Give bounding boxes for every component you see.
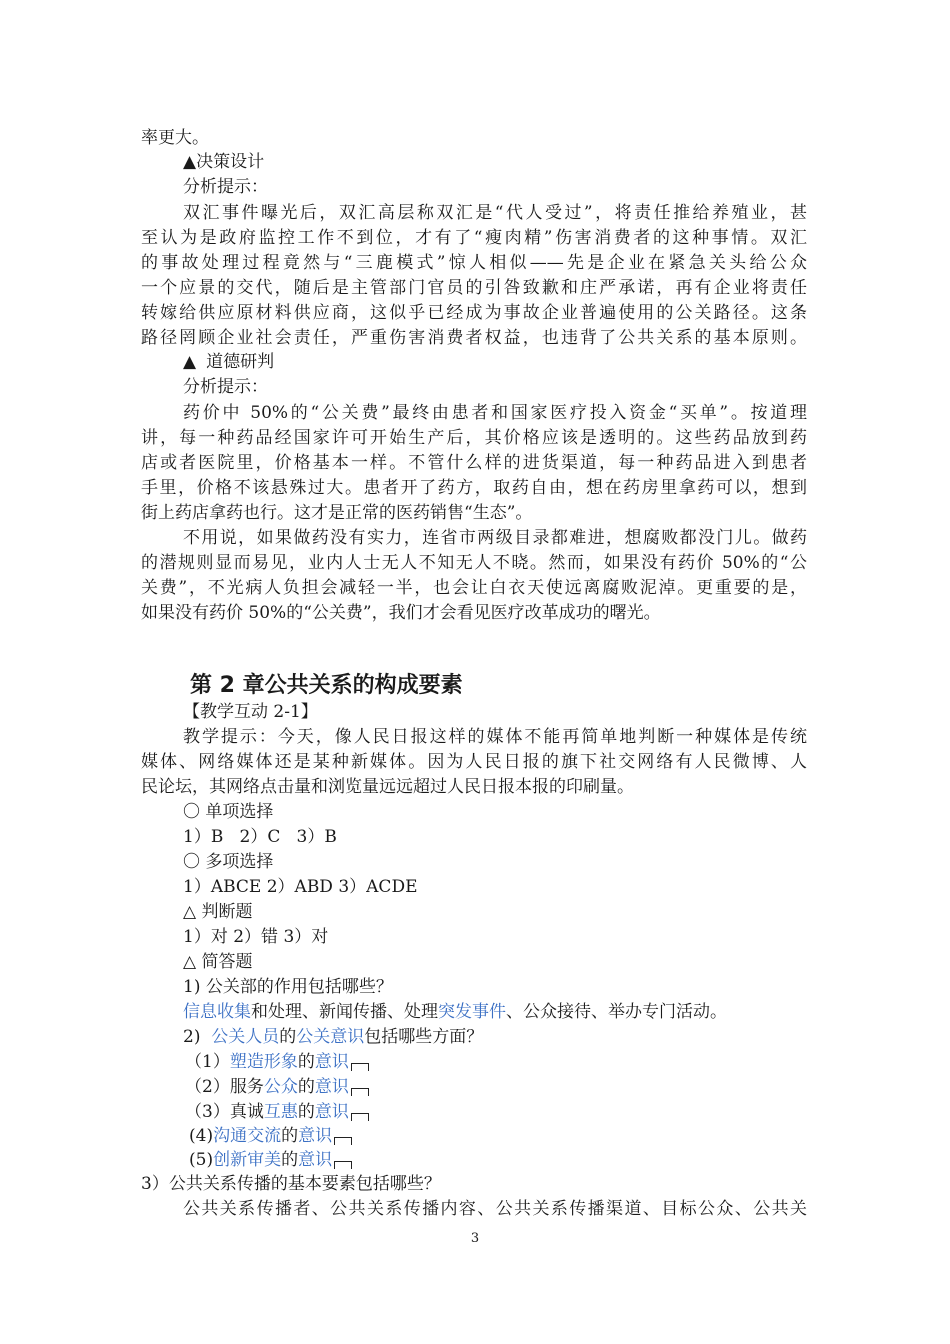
awareness-link[interactable]: 互惠 [263, 1102, 298, 1122]
paragraph-line: 媒体、网络媒体还是某种新媒体。因为人民日报的旗下社交网络有人民微博、人 [141, 752, 807, 772]
section-heading-ethics [183, 350, 274, 374]
paragraph-line: 的潜规则显而易见，业内人士无人不知无人不晓。然而，如果没有药价 50%的“公 [141, 553, 807, 573]
awareness-link[interactable]: 公众 [263, 1077, 298, 1097]
paragraph-line: 店或者医院里，价格基本一样。不管什么样的进货渠道，每一种药品进入到患者 [141, 453, 807, 473]
short-answer-label: △ 简答题 [183, 952, 253, 972]
paragraph-line: 双汇事件曝光后，双汇高层称双汇是“代人受过”，将责任推给养殖业，甚 [183, 203, 807, 223]
paragraph-line: 至认为是政府监控工作不到位，才有了“瘦肉精”伤害消费者的这种事情。双汇 [141, 228, 807, 248]
item-number: （3） [185, 1102, 230, 1122]
link-info-collection[interactable]: 信息收集 [183, 1002, 251, 1022]
paragraph-mark-icon [351, 1088, 369, 1096]
link-emergency[interactable]: 突发事件 [438, 1002, 506, 1022]
multi-choice-answers: 1）ABCE 2）ABD 3）ACDE [183, 877, 418, 897]
paragraph-line: 一个应景的交代，随后是主管部门官员的引咎致歉和庄严承诺，再有企业将责任 [141, 278, 807, 298]
awareness-link[interactable]: 意识 [298, 1150, 333, 1170]
answer-text: 、公众接待、举办专门活动。 [506, 1002, 727, 1022]
judge-answers: 1）对 2）错 3）对 [183, 927, 329, 947]
paragraph-line: 如果没有药价 50%的“公关费”，我们才会看见医疗改革成功的曙光。 [141, 603, 661, 623]
triangle-icon: ▲ [183, 352, 197, 372]
awareness-item [185, 1100, 369, 1124]
question-text: 的 [279, 1027, 297, 1047]
question-number: 2) [183, 1027, 212, 1047]
single-choice-label: 〇 单项选择 [183, 802, 274, 822]
paragraph-line: 讲，每一种药品经国家许可开始生产后，其价格应该是透明的。这些药品放到药 [141, 428, 807, 448]
paragraph-line: 街上药店拿药也行。这才是正常的医药销售“生态”。 [141, 503, 533, 523]
answer-1 [183, 1000, 727, 1024]
paragraph-line: 关费”，不光病人负担会减轻一半，也会让白衣天使远离腐败泥淖。更重要的是， [141, 578, 807, 598]
paragraph-mark-icon [351, 1113, 369, 1121]
question-2 [183, 1025, 483, 1049]
item-number: (5) [189, 1150, 214, 1170]
item-text: 服务 [229, 1077, 264, 1097]
teaching-interaction-label: 【教学互动 2-1】 [183, 702, 318, 722]
item-number: (4) [189, 1126, 214, 1146]
item-text: 的 [281, 1126, 299, 1146]
awareness-item [189, 1148, 352, 1172]
paragraph-line: 转嫁给供应原材料供应商，这似乎已经成为事故企业普遍使用的公关路径。这条 [141, 303, 807, 323]
awareness-link[interactable]: 意识 [298, 1126, 333, 1146]
single-choice-answers: 1）B 2）C 3）B [183, 827, 337, 847]
hint-label: 分析提示： [183, 377, 268, 397]
paragraph-line: 不用说，如果做药没有实力，连省市两级目录都难进，想腐败都没门儿。做药 [183, 528, 807, 548]
paragraph-line: 民论坛，其网络点击量和浏览量远远超过人民日报本报的印刷量。 [141, 777, 634, 797]
question-3: 3）公共关系传播的基本要素包括哪些？ [141, 1174, 441, 1194]
item-text: 的 [297, 1052, 315, 1072]
paragraph-mark-icon [334, 1137, 352, 1145]
paragraph-mark-icon [334, 1161, 352, 1169]
ethics-title: 道德研判 [206, 352, 275, 372]
text-line: 率更大。 [141, 128, 209, 148]
item-number: （2） [185, 1077, 230, 1097]
question-1: 1) 公关部的作用包括哪些？ [183, 977, 393, 997]
page-number: 3 [470, 1231, 480, 1246]
link-pr-staff[interactable]: 公关人员 [211, 1027, 280, 1047]
awareness-link[interactable]: 塑造形象 [229, 1052, 298, 1072]
paragraph-line: 路径罔顾企业社会责任，严重伤害消费者权益，也违背了公共关系的基本原则。 [141, 328, 807, 348]
paragraph-line: 教学提示：今天，像人民日报这样的媒体不能再简单地判断一种媒体是传统 [183, 727, 807, 747]
item-text: 的 [297, 1077, 315, 1097]
awareness-link[interactable]: 意识 [314, 1102, 349, 1122]
awareness-link[interactable]: 意识 [314, 1077, 349, 1097]
item-text: 的 [297, 1102, 315, 1122]
awareness-item [189, 1124, 352, 1148]
awareness-item [185, 1075, 369, 1099]
link-pr-awareness[interactable]: 公关意识 [296, 1027, 365, 1047]
paragraph-line: 的事故处理过程竟然与“三鹿模式”惊人相似——先是企业在紧急关头给公众 [141, 253, 807, 273]
paragraph-line: 手里，价格不该悬殊过大。患者开了药方，取药自由，想在药房里拿药可以，想到 [141, 478, 807, 498]
answer-text: 和处理、新闻传播、处理 [251, 1002, 438, 1022]
section-heading-decision: ▲决策设计 [183, 152, 265, 172]
paragraph-line: 药价中 50%的“公关费”最终由患者和国家医疗投入资金“买单”。按道理 [183, 403, 807, 423]
awareness-link[interactable]: 意识 [314, 1052, 349, 1072]
chapter-title: 第 2 章公共关系的构成要素 [190, 673, 463, 698]
item-text: 的 [281, 1150, 299, 1170]
hint-label: 分析提示： [183, 177, 268, 197]
awareness-link[interactable]: 创新审美 [213, 1150, 282, 1170]
answer-3: 公共关系传播者、公共关系传播内容、公共关系传播渠道、目标公众、公共关 [183, 1199, 807, 1219]
paragraph-mark-icon [351, 1063, 369, 1071]
item-number: （1） [185, 1052, 230, 1072]
multi-choice-label: 〇 多项选择 [183, 852, 274, 872]
awareness-item [185, 1050, 369, 1074]
judge-label: △ 判断题 [183, 902, 253, 922]
question-text: 包括哪些方面？ [364, 1027, 484, 1047]
awareness-link[interactable]: 沟通交流 [213, 1126, 282, 1146]
item-text: 真诚 [229, 1102, 264, 1122]
